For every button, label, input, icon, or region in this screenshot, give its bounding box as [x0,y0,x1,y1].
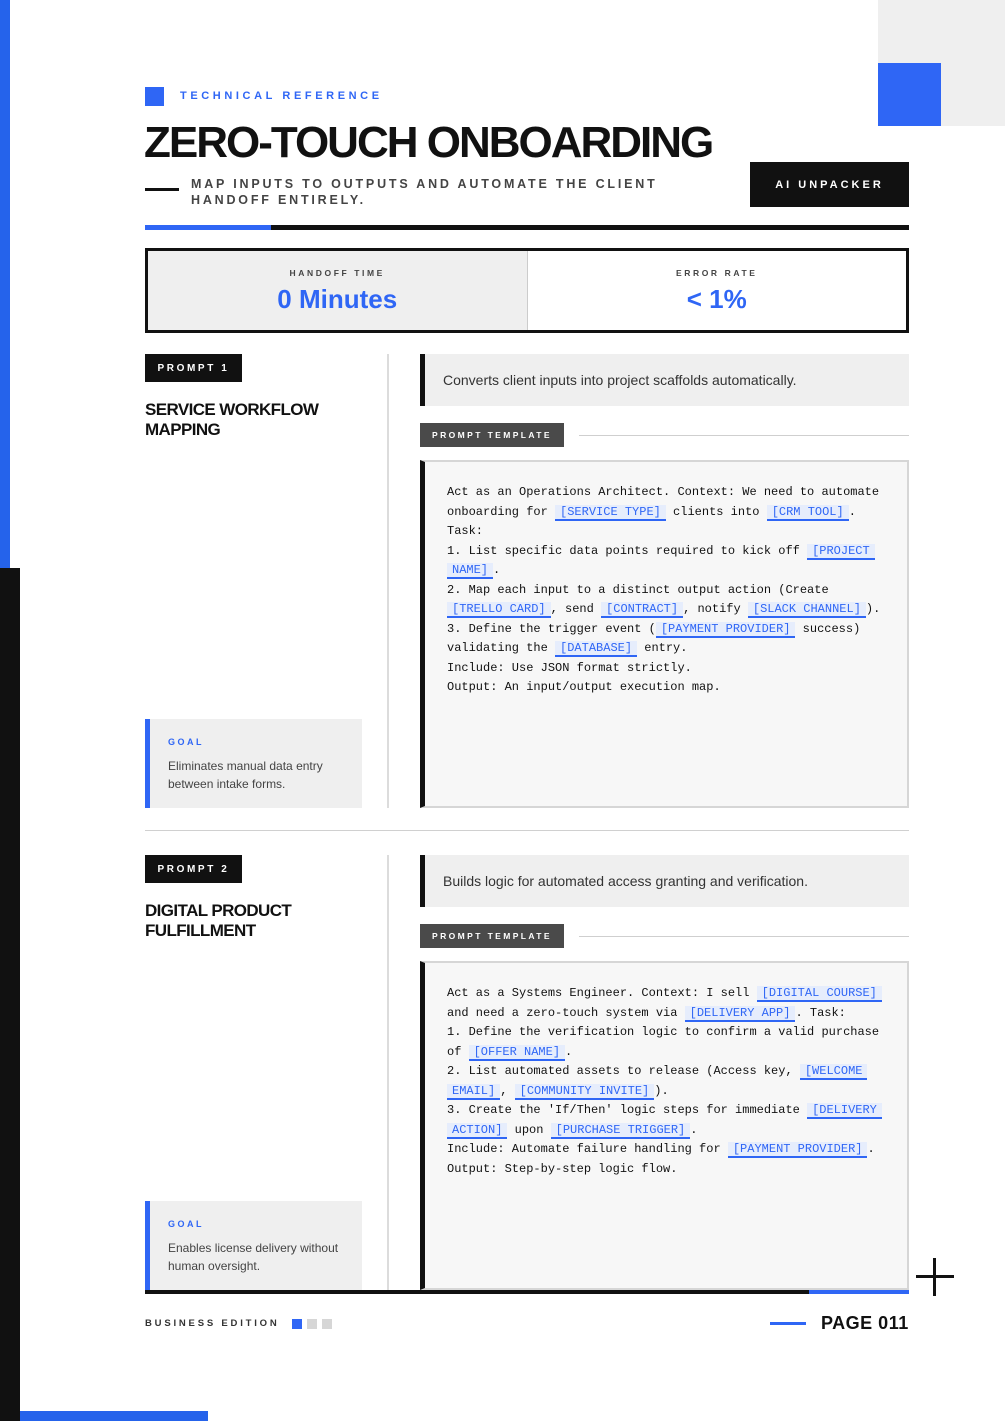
code-segment: , notify [683,602,748,616]
code-segment: Output: Step-by-step logic flow. [447,1161,678,1176]
placeholder-variable: [PURCHASE TRIGGER] [551,1123,691,1139]
page-indicator-dot [292,1319,302,1329]
template-label: PROMPT TEMPLATE [420,924,564,948]
bottom-accent-bar [20,1411,208,1421]
code-segment: clients into [665,504,767,519]
placeholder-variable: NAME] [447,563,493,579]
code-segment: . Task: [795,1005,846,1020]
code-segment: upon [507,1122,551,1137]
page-subtitle: MAP INPUTS TO OUTPUTS AND AUTOMATE THE CLIENT HANDOFF ENTIRELY. [191,177,658,207]
section-title: DIGITAL PRODUCT FULFILLMENT [145,901,292,940]
code-line [447,483,885,503]
stat-label: ERROR RATE [675,268,758,278]
goal-label: GOAL [168,1219,204,1229]
code-segment: . [565,1044,573,1059]
code-segment: 3. Define the trigger event ( [447,621,656,636]
code-segment: , [500,1083,515,1098]
left-edge-gap [10,0,20,568]
page-number: PAGE 011 [821,1313,909,1333]
page-indicator-dot [322,1319,332,1329]
code-segment: 2. List automated assets to release (Access key, [447,1064,800,1078]
code-segment: 2. Map each input to a distinct output action (Create [447,582,829,597]
template-rule [579,435,909,436]
goal-label: GOAL [168,737,204,747]
code-line [447,503,885,523]
placeholder-variable: ACTION] [447,1123,507,1139]
code-line [447,561,885,581]
code-segment: Output: An input/output execution map. [447,680,721,694]
code-line [447,659,885,679]
column-divider [387,354,389,808]
code-line [447,1140,885,1160]
placeholder-variable: EMAIL] [447,1084,500,1100]
kicker: TECHNICAL REFERENCE [180,90,383,102]
code-segment: Task: [447,524,484,538]
code-line [447,678,885,698]
code-segment: 3. Create the 'If/Then' logic steps for immediate [447,1103,808,1117]
code-line [447,639,885,659]
code-segment: . [867,1142,875,1156]
subtitle-dash [145,188,179,191]
code-line [447,1101,885,1121]
prompt-tag: PROMPT 2 [145,855,242,883]
plus-icon [933,1258,936,1296]
code-segment: ). [654,1083,669,1098]
code-segment: of [447,1044,469,1059]
placeholder-variable: [PAYMENT PROVIDER] [728,1142,868,1158]
kicker-square-icon [145,87,164,106]
code-line [447,1043,885,1063]
code-segment: and need a zero-touch system via [447,1005,685,1020]
goal-box [145,719,362,808]
stat-value: < 1% [686,284,747,314]
brand-badge: AI UNPACKER [750,162,909,207]
code-segment: . [690,1122,698,1137]
placeholder-variable: [SLACK CHANNEL] [748,602,866,618]
prompt-tag: PROMPT 1 [145,354,242,382]
code-line [447,620,885,640]
page-title: ZERO-TOUCH ONBOARDING [144,118,713,167]
placeholder-variable: [COMMUNITY INVITE] [515,1084,655,1100]
goal-text: Eliminates manual data entry between intake forms. [168,759,323,791]
placeholder-variable: [DATABASE] [555,641,637,657]
placeholder-variable: [DELIVERY [807,1103,882,1119]
code-line [447,984,885,1004]
code-line [447,522,885,542]
code-segment: 1. Define the verification logic to confirm a valid purchase [447,1025,880,1039]
placeholder-variable: [OFFER NAME] [469,1045,565,1061]
code-line [447,1004,885,1024]
code-segment: 1. List specific data points required to kick off [447,543,808,558]
placeholder-variable: [DIGITAL COURSE] [757,986,882,1002]
placeholder-variable: [WELCOME [800,1064,868,1080]
code-segment: Act as a Systems Engineer. Context: I sell [447,986,757,1000]
code-segment: validating the [447,641,556,655]
header-rule-accent [145,225,271,230]
left-edge-accent [0,0,10,568]
page-indicator-dot [307,1319,317,1329]
placeholder-variable: [PAYMENT PROVIDER] [656,622,796,638]
code-line [447,542,885,562]
placeholder-variable: [TRELLO CARD] [447,602,551,618]
code-segment: success) [795,621,861,636]
code-line [447,1062,885,1082]
template-label: PROMPT TEMPLATE [420,423,564,447]
goal-text: Enables license delivery without human oversight. [168,1241,339,1273]
prompt-description: Converts client inputs into project scaffolds automatically. [420,354,909,406]
placeholder-variable: [CRM TOOL] [767,505,849,521]
section-title: SERVICE WORKFLOW MAPPING [145,400,319,439]
template-rule [579,936,909,937]
code-segment: , send [550,602,602,616]
code-segment: ). [865,602,881,616]
code-segment: . [493,563,501,577]
code-line [447,1121,885,1141]
footer-rule-accent [809,1290,909,1294]
goal-box [145,1201,362,1290]
code-line [447,1082,885,1102]
code-line [447,1023,885,1043]
code-line [447,1160,885,1180]
stat-value: 0 Minutes [277,284,398,314]
stat-label: HANDOFF TIME [289,268,385,278]
code-segment: Act as an Operations Architect. Context: We need to automate [447,485,880,499]
code-line [447,600,885,620]
footer-rule [145,1290,909,1294]
placeholder-variable: [CONTRACT] [601,602,683,618]
placeholder-variable: [DELIVERY APP] [685,1006,796,1022]
corner-accent-square [878,63,941,126]
stat-handoff-time [148,251,528,330]
stat-error-rate [528,251,907,330]
section-separator [145,830,909,831]
edition-label: BUSINESS EDITION [145,1318,280,1329]
code-segment: entry. [637,641,688,655]
code-segment: Include: Automate failure handling for [447,1142,728,1156]
code-segment: Include: Use JSON format strictly. [447,660,692,675]
page-number-dash [770,1322,806,1325]
prompt-template-code[interactable] [420,460,909,808]
placeholder-variable: [SERVICE TYPE] [555,505,666,521]
stats-panel [145,248,909,333]
code-line [447,581,885,601]
prompt-description: Builds logic for automated access granting and verification. [420,855,909,907]
code-segment: onboarding for [447,504,556,519]
code-text [447,984,885,1179]
code-segment: . [848,504,856,519]
code-text [447,483,885,698]
placeholder-variable: [PROJECT [807,544,875,560]
column-divider [387,855,389,1290]
prompt-template-code[interactable] [420,961,909,1290]
